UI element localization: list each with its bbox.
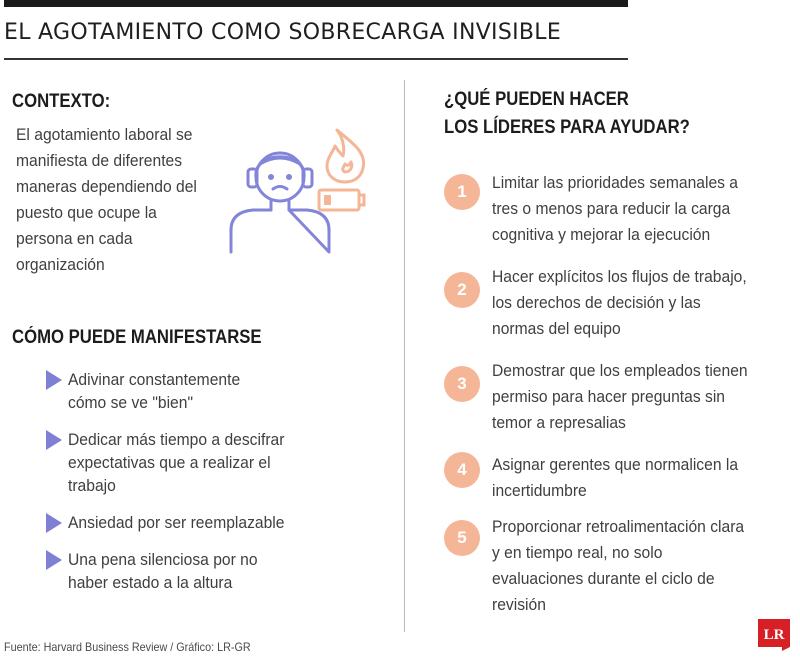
leader-action-line: evaluaciones durante el ciclo de [492,569,715,588]
manifest-item [46,428,346,497]
leader-action-line: tres o menos para reducir la carga [492,199,731,218]
title-rule [4,58,628,60]
leader-action-text [492,452,738,504]
manifest-line: trabajo [68,476,116,495]
leader-action-line: y en tiempo real, no solo [492,543,663,562]
manifest-heading: CÓMO PUEDE MANIFESTARSE [12,327,262,348]
leader-action-text [492,264,747,342]
context-line: puesto que ocupe la [16,203,157,222]
manifest-line: Dedicar más tiempo a descifrar [68,430,285,449]
column-divider [404,80,405,632]
leader-action-line: Proporcionar retroalimentación clara [492,517,745,536]
leader-action-line: permiso para hacer preguntas sin [492,387,725,406]
triangle-bullet-icon [46,430,62,450]
leader-action-line: temor a represalias [492,413,626,432]
top-bar [4,0,628,7]
triangle-bullet-icon [46,550,62,570]
leader-action-text [492,514,744,618]
leader-action-line: normas del equipo [492,319,621,338]
page-title: EL AGOTAMIENTO COMO SOBRECARGA INVISIBLE [4,20,562,45]
step-number-badge: 5 [444,520,480,556]
manifest-line: Ansiedad por ser reemplazable [68,513,285,532]
leaders-heading-line: ¿QUÉ PUEDEN HACER [444,89,629,110]
leader-action-line: Limitar las prioridades semanales a [492,173,739,192]
leader-action-line: los derechos de decisión y las [492,293,701,312]
context-line: maneras dependiendo del [16,177,197,196]
context-line: organización [16,255,105,274]
low-battery-icon [319,190,364,210]
manifest-item [46,511,346,534]
lr-logo-text: LR [763,627,785,643]
context-line: El agotamiento laboral se [16,125,193,144]
leaders-heading-line: LOS LÍDERES PARA AYUDAR? [444,117,690,138]
step-number-badge: 3 [444,366,480,402]
context-text [16,122,218,278]
leaders-heading [444,86,690,142]
manifest-line: expectativas que a realizar el [68,453,271,472]
manifest-item [46,548,346,594]
manifest-item [46,368,346,414]
manifest-line: Adivinar constantemente [68,370,241,389]
step-number-badge: 4 [444,452,480,488]
leader-action-line: revisión [492,595,546,614]
context-heading: CONTEXTO: [12,91,111,112]
manifest-line: haber estado a la altura [68,573,233,592]
lr-logo [756,617,792,653]
context-line: manifiesta de diferentes [16,151,183,170]
leader-action-text [492,358,748,436]
leader-action-text [492,170,738,248]
step-number-badge: 2 [444,272,480,308]
burnout-illustration [225,122,370,257]
leader-action-line: incertidumbre [492,481,587,500]
leader-action-line: Asignar gerentes que normalicen la [492,455,739,474]
source-footer: Fuente: Harvard Business Review / Gráfico: LR-GR [4,640,251,654]
manifest-line: Una pena silenciosa por no [68,550,258,569]
fire-icon [327,130,364,182]
manifest-list [46,368,346,594]
leader-action-line: Demostrar que los empleados tienen [492,361,748,380]
leader-action-line: cognitiva y mejorar la ejecución [492,225,711,244]
context-line: persona en cada [16,229,133,248]
leader-action-line: Hacer explícitos los flujos de trabajo, [492,267,747,286]
person-headphones-icon [231,153,329,252]
step-number-badge: 1 [444,174,480,210]
triangle-bullet-icon [46,370,62,390]
triangle-bullet-icon [46,513,62,533]
manifest-line: cómo se ve "bien" [68,393,193,412]
